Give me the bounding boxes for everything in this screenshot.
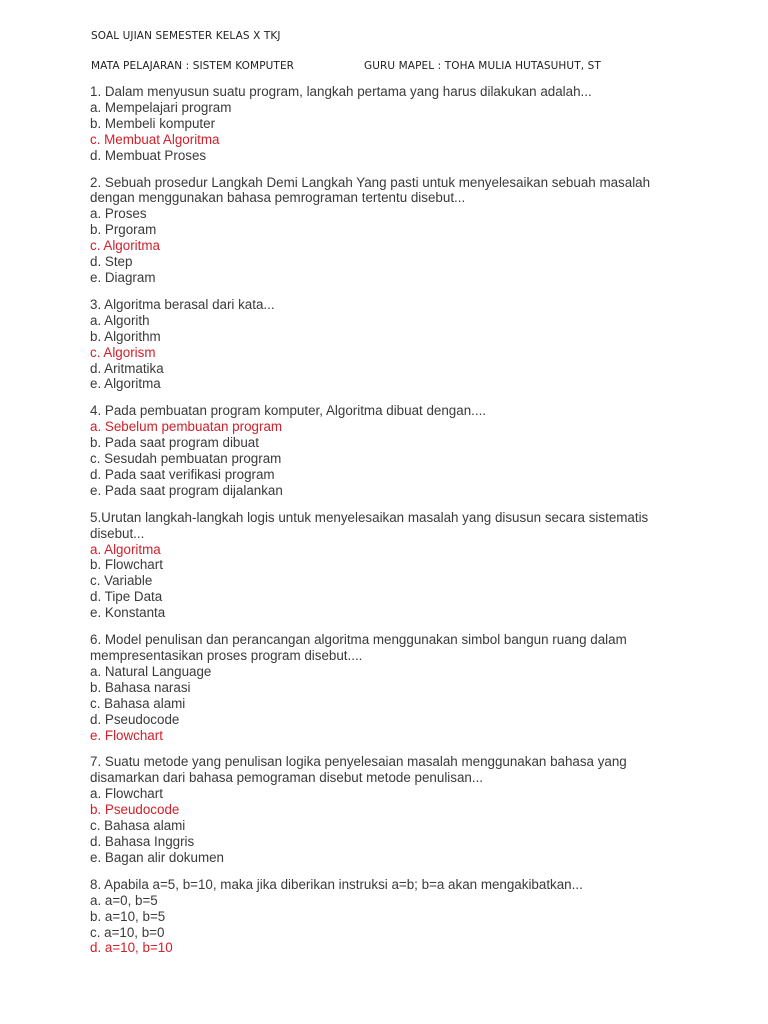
option-c: c. Bahasa alami bbox=[90, 695, 186, 711]
option-b: b. Bahasa narasi bbox=[90, 679, 191, 695]
option-a: a. Proses bbox=[90, 206, 147, 222]
option-d: d. Tipe Data bbox=[90, 589, 163, 605]
option-e: e. Konstanta bbox=[90, 605, 166, 621]
option-b: b. Pada saat program dibuat bbox=[90, 435, 259, 451]
question-5 bbox=[90, 510, 690, 621]
question-8 bbox=[90, 877, 690, 957]
option-d: d. Step bbox=[90, 254, 133, 270]
option-e: e. Pada saat program dijalankan bbox=[90, 482, 283, 498]
option-a: a. Mempelajari program bbox=[90, 99, 232, 115]
option-a-correct-answer: a. Sebelum pembuatan program bbox=[90, 419, 283, 435]
question-text: 7. Suatu metode yang penulisan logika penyelesaian masalah menggunakan bahasa yang disamarkan dari bahasa pemograman disebut metode penulisan... bbox=[90, 754, 627, 786]
document-title: SOAL UJIAN SEMESTER KELAS X TKJ bbox=[91, 30, 281, 42]
option-d: d. Membuat Proses bbox=[90, 147, 207, 163]
question-text: 1. Dalam menyusun suatu program, langkah pertama yang harus dilakukan adalah... bbox=[90, 84, 592, 99]
option-c: c. Bahasa alami bbox=[90, 818, 186, 834]
option-b: b. Membeli komputer bbox=[90, 115, 216, 131]
option-d-correct-answer: d. a=10, b=10 bbox=[90, 940, 173, 956]
question-6 bbox=[90, 632, 690, 743]
subject-label: MATA PELAJARAN : SISTEM KOMPUTER bbox=[91, 60, 295, 72]
option-a: a. Natural Language bbox=[90, 663, 212, 679]
question-text: 5.Urutan langkah-langkah logis untuk menyelesaikan masalah yang disusun secara sistematis disebut... bbox=[90, 509, 649, 541]
option-d: d. Aritmatika bbox=[90, 360, 164, 376]
question-list bbox=[90, 84, 690, 967]
question-1 bbox=[90, 84, 690, 164]
question-3 bbox=[90, 297, 690, 392]
option-d: d. Pseudocode bbox=[90, 711, 180, 727]
option-c-correct-answer: c. Algorism bbox=[90, 344, 156, 360]
question-2 bbox=[90, 175, 690, 286]
question-4 bbox=[90, 403, 690, 498]
option-a-correct-answer: a. Algoritma bbox=[90, 541, 161, 557]
option-c-correct-answer: c. Algoritma bbox=[90, 238, 160, 254]
option-b: b. Flowchart bbox=[90, 557, 163, 573]
question-text: 2. Sebuah prosedur Langkah Demi Langkah Yang pasti untuk menyelesaikan sebuah masalah dengan menggunakan bahasa pemrograman tertentu disebut... bbox=[90, 174, 651, 206]
option-e: e. Algoritma bbox=[90, 376, 161, 392]
question-text: 8. Apabila a=5, b=10, maka jika diberikan instruksi a=b; b=a akan mengakibatkan... bbox=[90, 876, 583, 892]
question-text: 3. Algoritma berasal dari kata... bbox=[90, 296, 275, 312]
option-e-correct-answer: e. Flowchart bbox=[90, 727, 163, 743]
option-a: a. Algorith bbox=[90, 312, 150, 328]
option-c: c. Sesudah pembuatan program bbox=[90, 451, 282, 467]
option-b: b. Prgoram bbox=[90, 222, 157, 238]
option-d: d. Pada saat verifikasi program bbox=[90, 466, 275, 482]
option-c-correct-answer: c. Membuat Algoritma bbox=[90, 131, 220, 147]
question-text: 4. Pada pembuatan program komputer, Algoritma dibuat dengan.... bbox=[90, 403, 487, 419]
option-c: c. Variable bbox=[90, 573, 153, 589]
option-e: e. Diagram bbox=[90, 269, 156, 285]
option-b-correct-answer: b. Pseudocode bbox=[90, 802, 180, 818]
question-7 bbox=[90, 754, 690, 865]
option-a: a. a=0, b=5 bbox=[90, 892, 158, 908]
option-b: b. a=10, b=5 bbox=[90, 908, 166, 924]
option-a: a. Flowchart bbox=[90, 786, 163, 802]
option-e: e. Bagan alir dokumen bbox=[90, 849, 224, 865]
question-text: 6. Model penulisan dan perancangan algoritma menggunakan simbol bangun ruang dalam mempresentasikan proses program disebut.... bbox=[90, 632, 627, 663]
option-b: b. Algorithm bbox=[90, 328, 161, 344]
option-d: d. Bahasa Inggris bbox=[90, 833, 195, 849]
option-c: c. a=10, b=0 bbox=[90, 924, 165, 940]
teacher-label: GURU MAPEL : TOHA MULIA HUTASUHUT, ST bbox=[364, 60, 601, 72]
